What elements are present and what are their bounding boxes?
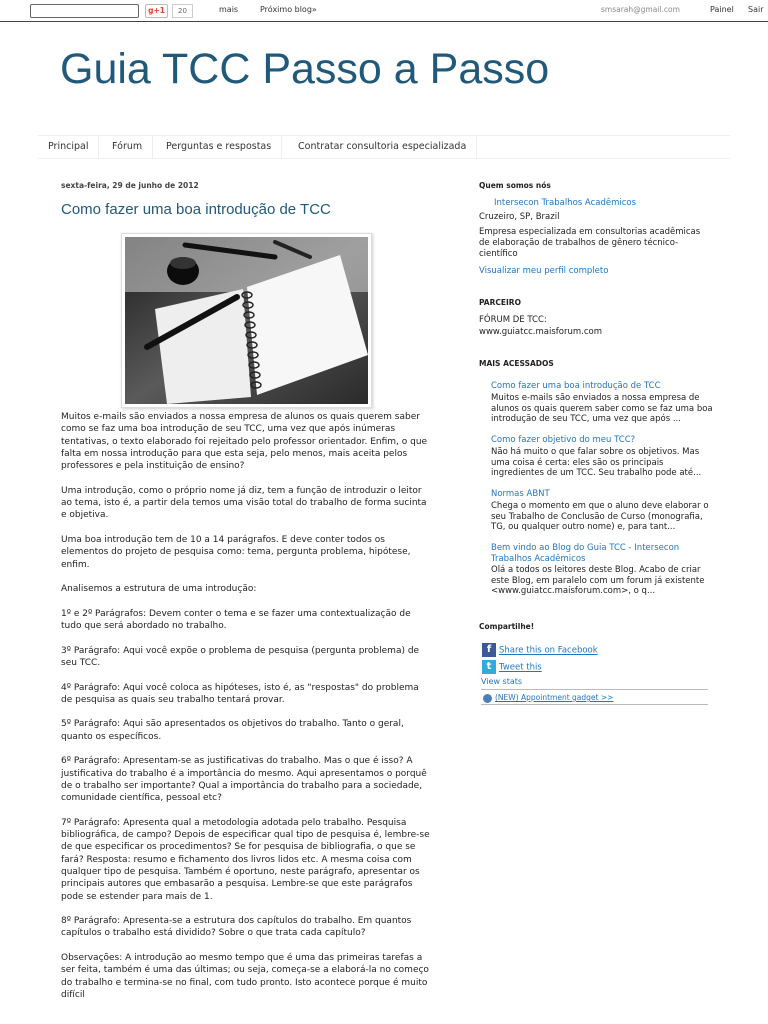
partner-line1: FÓRUM DE TCC:: [479, 315, 547, 325]
post-paragraph: 6º Parágrafo: Apresentam-se as justificativas do trabalho. Mas o que é isso? A justificativa do trabalho é a importância do mesmo. Aqui apresentamos o porquê de o trabalho ser importante? Qual a importância do trabalho para a sociedade, comunidade científica, pessoal etc?: [61, 756, 427, 804]
post-image[interactable]: [121, 233, 372, 408]
post-paragraph: Uma introdução, como o próprio nome já diz, tem a função de introduzir o leitor ao tema, isto é, a partir dela temos uma visão total do trabalho de forma sucinta e objetiva.: [61, 485, 427, 521]
post-date: sexta-feira, 29 de junho de 2012: [61, 181, 199, 190]
post-paragraph: 3º Parágrafo: Aqui você expõe o problema de pesquisa (pergunta problema) de seu TCC.: [61, 645, 420, 668]
popular-heading: MAIS ACESSADOS: [479, 359, 554, 368]
dashboard-link[interactable]: Painel: [710, 5, 734, 14]
post-body: [61, 411, 431, 1014]
post-paragraph: 8º Parágrafo: Apresenta-se a estrutura dos capítulos do trabalho. Em quantos capítulos o trabalho está dividido? Sobre o que trata cada capítulo?: [61, 916, 412, 939]
post-paragraph: 1º e 2º Parágrafos: Devem conter o tema e se fazer uma contextualização de tudo que será abordado no trabalho.: [61, 608, 411, 632]
share-twitter-label: Tweet this: [499, 662, 542, 673]
blogger-navbar: [0, 0, 768, 22]
post-paragraph: Observações: A introdução ao mesmo tempo que é uma das primeiras tarefas a ser feita, também é uma das últimas; ou seja, começa-se a elaborá-la no começo do trabalho e termina-se no final, com tudo pronto. Isto acontece porque é muito difícil: [61, 953, 429, 1000]
share-facebook-link[interactable]: [482, 643, 598, 657]
notebook-pen-photo: [125, 237, 368, 404]
tab-forum[interactable]: Fórum: [102, 136, 153, 158]
popular-post-link[interactable]: Como fazer uma boa introdução de TCC: [491, 381, 661, 391]
popular-post-snippet: Chega o momento em que o aluno deve elaborar o seu Trabalho de Conclusão de Curso (monografia, TG, ou qualquer outro nome) e, para tant...: [491, 501, 709, 532]
popular-post-snippet: Não há muito o que falar sobre os objetivos. Mas uma coisa é certa: eles são os principais ingredientes de um TCC. Seu trabalho pode até...: [491, 447, 702, 478]
page-tabs: [38, 135, 730, 159]
sidebar-divider: [481, 689, 708, 690]
navbar-search-input[interactable]: [30, 4, 139, 18]
about-name-link[interactable]: Intersecon Trabalhos Acadêmicos: [494, 198, 637, 208]
post-paragraph: Uma boa introdução tem de 10 a 14 parágrafos. E deve conter todos os elementos do projeto de pesquisa como: tema, pergunta problema, hipótese, enfim.: [61, 534, 411, 570]
post-paragraph: 4º Parágrafo: Aqui você coloca as hipóteses, isto é, as "respostas" do problema de pesquisa as quais seu trabalho tentará provar.: [61, 682, 419, 705]
share-heading: Compartilhe!: [479, 622, 535, 631]
about-location: Cruzeiro, SP, Brazil: [479, 212, 560, 222]
popular-post-link[interactable]: Como fazer objetivo do meu TCC?: [491, 435, 636, 445]
sidebar-divider: [481, 704, 708, 705]
google-plus-one-button[interactable]: g+1: [145, 4, 168, 18]
tab-principal[interactable]: Principal: [38, 136, 99, 158]
popular-post-link[interactable]: Bem vindo ao Blog do Guia TCC - Intersecon Trabalhos Acadêmicos: [491, 543, 680, 564]
post-paragraph: 5º Parágrafo: Aqui são apresentados os objetivos do trabalho. Tanto o geral, quanto os específicos.: [61, 719, 404, 742]
appointment-gadget-label: (NEW) Appointment gadget >>: [495, 693, 614, 702]
blog-title[interactable]: Guia TCC Passo a Passo: [60, 45, 550, 93]
post-paragraph: 7º Parágrafo: Apresenta qual a metodologia adotada pelo trabalho. Pesquisa bibliográfica, de campo? Depois de especificar qual tipo de pesquisa é, lembre-se de que especificar os procedimentos? Se for pesquisa de bibliografia, o que se fará? Resposta: resumo e fichamento dos livros lidos etc. A mesma coisa com qualquer tipo de pesquisa. Também é oportuno, neste parágrafo, apresentar os principais autores que embasarão a pesquisa. Lembre-se que este parágrafos pode se estender para mais de 1.: [61, 817, 430, 902]
about-heading: Quem somos nós: [479, 181, 551, 190]
twitter-icon: t: [482, 660, 496, 674]
plus-one-count: 20: [172, 4, 193, 18]
post-title[interactable]: Como fazer uma boa introdução de TCC: [61, 201, 331, 218]
popular-post-snippet: Olá a todos os leitores deste Blog. Acabo de criar este Blog, em paralelo com um forum já existente <www.guiatcc.maisforum.com>, o q...: [491, 565, 705, 596]
signout-link[interactable]: Sair: [748, 5, 764, 14]
share-twitter-link[interactable]: [482, 660, 542, 674]
partner-forum-url: www.guiatcc.maisforum.com: [479, 327, 603, 337]
next-blog-link[interactable]: Próximo blog»: [260, 5, 317, 14]
popular-post-link[interactable]: Normas ABNT: [491, 489, 550, 499]
view-stats-link[interactable]: View stats: [481, 677, 523, 686]
popular-post-snippet: Muitos e-mails são enviados a nossa empresa de alunos os quais querem saber como se faz uma boa introdução de seu TCC, uma vez que após ...: [491, 393, 713, 424]
post-paragraph: Analisemos a estrutura de uma introdução:: [61, 584, 257, 595]
post-paragraph: Muitos e-mails são enviados a nossa empresa de alunos os quais querem saber como se faz uma boa introdução de seu TCC, uma vez que após inúmeras tentativas, o texto elaborado foi rejeitado pelo professor orientador. Enfim, o que falta em nossa introdução para que esta seja, pelo menos, mais aceita pelos professores e pela instituição de ensino?: [61, 412, 428, 472]
appointment-gadget-link[interactable]: [483, 693, 613, 703]
facebook-icon: f: [482, 643, 496, 657]
partner-heading: PARCEIRO: [479, 298, 521, 307]
tab-consultoria[interactable]: Contratar consultoria especializada: [288, 136, 477, 158]
view-profile-link[interactable]: Visualizar meu perfil completo: [479, 266, 609, 276]
user-email: smsarah@gmail.com: [601, 5, 680, 14]
share-facebook-label: Share this on Facebook: [499, 645, 598, 656]
tab-perguntas[interactable]: Perguntas e respostas: [156, 136, 282, 158]
about-description: Empresa especializada em consultorias acadêmicas de elaboração de trabalhos de gênero técnico-científico: [479, 227, 701, 259]
gadget-icon: [483, 694, 492, 703]
more-link[interactable]: mais: [219, 5, 239, 14]
